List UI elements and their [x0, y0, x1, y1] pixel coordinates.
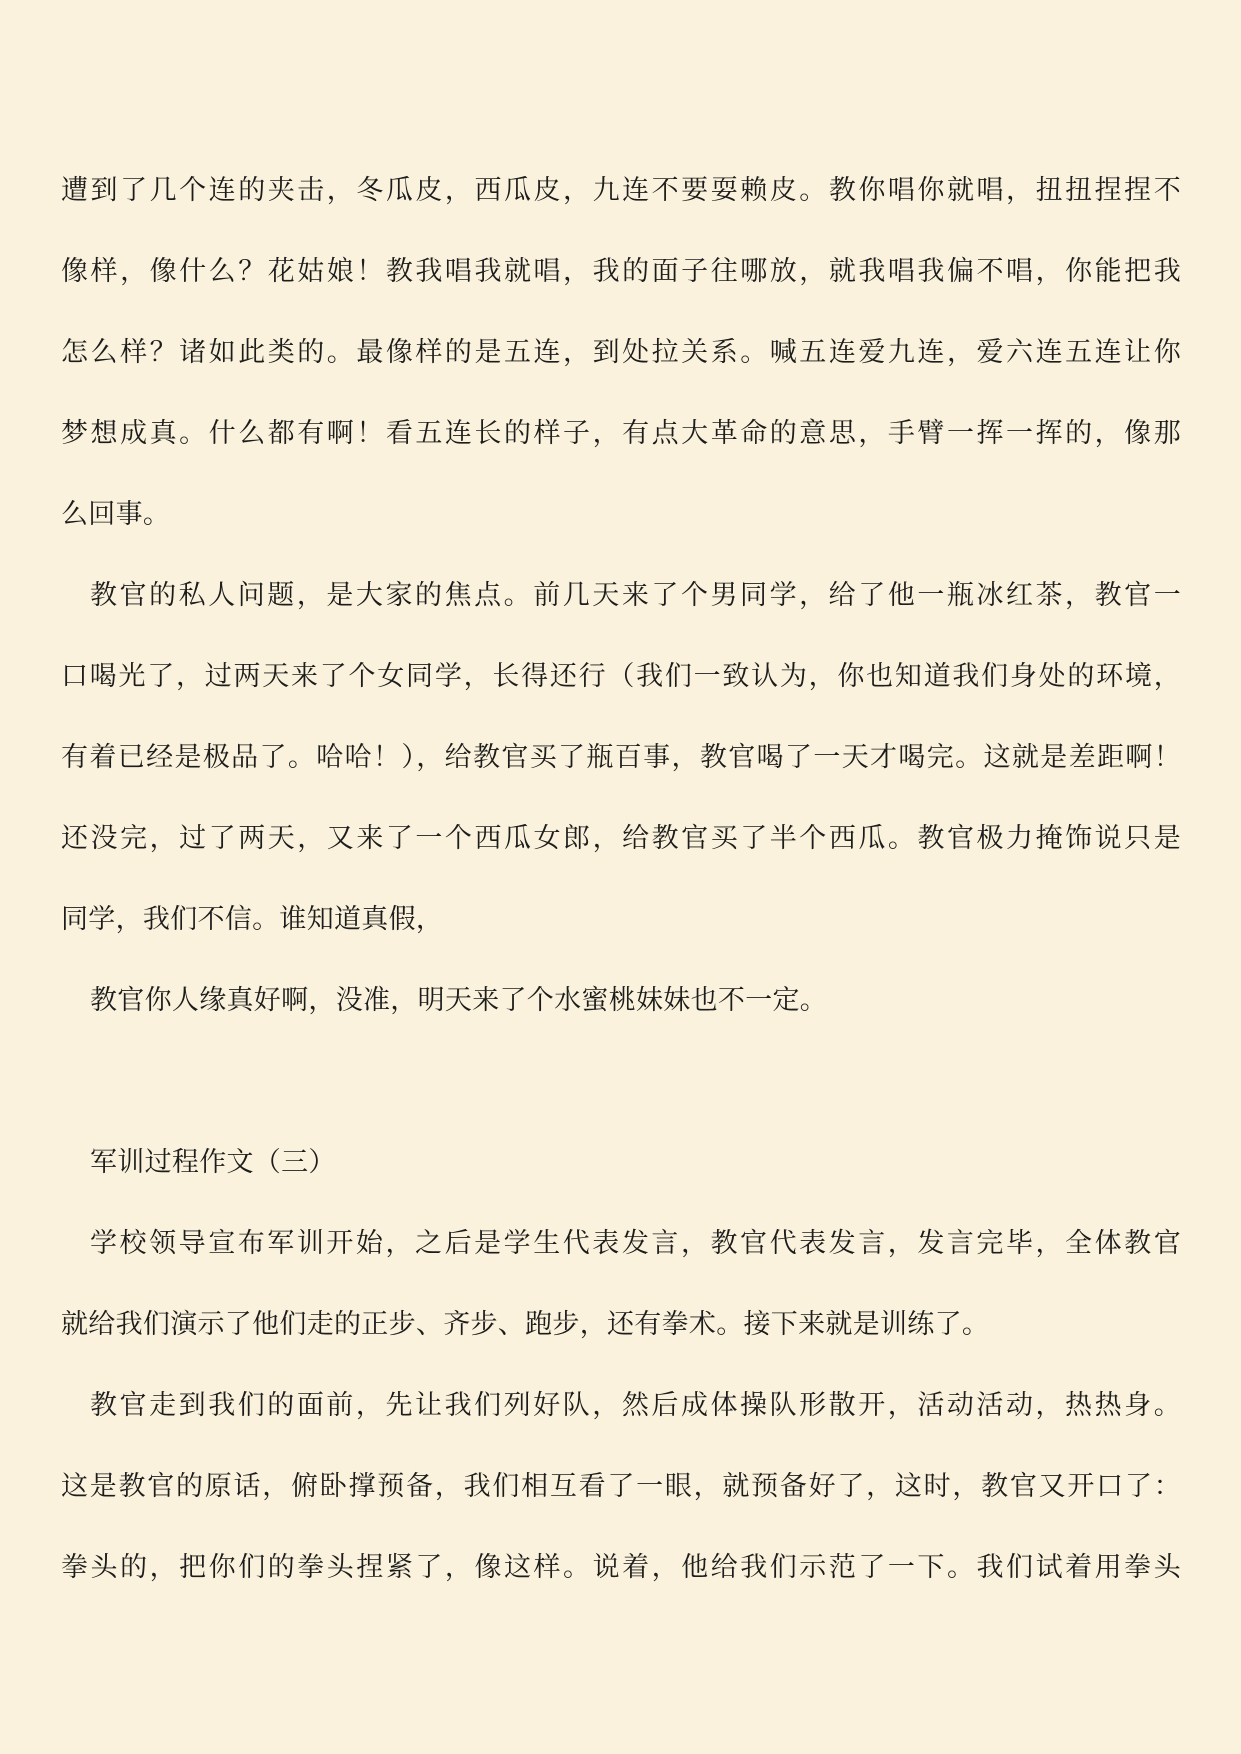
- heading-text: 军训过程作文（三）: [90, 1147, 336, 1178]
- text-line: 教官的私人问题，是大家的焦点。前几天来了个男同学，给了他一瓶冰红茶，教官一: [90, 580, 1181, 611]
- text-line: 拳头的，把你们的拳头捏紧了，像这样。说着，他给我们示范了一下。我们试着用拳头: [61, 1552, 1181, 1583]
- text-line: 么回事。: [61, 499, 171, 530]
- paragraph-3: [61, 960, 1181, 1041]
- text-line: 这是教官的原话，俯卧撑预备，我们相互看了一眼，就预备好了，这时，教官又开口了：: [61, 1471, 1181, 1502]
- text-line: 怎么样？诸如此类的。最像样的是五连，到处拉关系。喊五连爱九连，爱六连五连让你: [61, 337, 1181, 368]
- paragraph-5: [61, 1365, 1181, 1608]
- text-line: 就给我们演示了他们走的正步、齐步、跑步，还有拳术。接下来就是训练了。: [61, 1309, 990, 1340]
- text-line: 像样，像什么？花姑娘！教我唱我就唱，我的面子往哪放，就我唱我偏不唱，你能把我: [61, 256, 1181, 287]
- document-body: [61, 150, 1181, 1608]
- text-line: 有着已经是极品了。哈哈！），给教官买了瓶百事，教官喝了一天才喝完。这就是差距啊！: [61, 742, 1181, 773]
- text-line: 教官你人缘真好啊，没准，明天来了个水蜜桃妹妹也不一定。: [90, 985, 828, 1016]
- text-line: 梦想成真。什么都有啊！看五连长的样子，有点大革命的意思，手臂一挥一挥的，像那: [61, 418, 1181, 449]
- blank-line: [61, 1041, 1181, 1122]
- text-line: 口喝光了，过两天来了个女同学，长得还行（我们一致认为，你也知道我们身处的环境，: [61, 661, 1181, 692]
- paragraph-4: [61, 1203, 1181, 1365]
- text-line: 学校领导宣布军训开始，之后是学生代表发言，教官代表发言，发言完毕，全体教官: [90, 1228, 1181, 1259]
- text-line: 遭到了几个连的夹击，冬瓜皮，西瓜皮，九连不要耍赖皮。教你唱你就唱，扭扭捏捏不: [61, 175, 1181, 206]
- paragraph-2: [61, 555, 1181, 960]
- paragraph-1: [61, 150, 1181, 555]
- section-heading: [61, 1122, 1181, 1203]
- text-line: 同学，我们不信。谁知道真假，: [61, 904, 444, 935]
- text-line: 还没完，过了两天，又来了一个西瓜女郎，给教官买了半个西瓜。教官极力掩饰说只是: [61, 823, 1181, 854]
- text-line: 教官走到我们的面前，先让我们列好队，然后成体操队形散开，活动活动，热热身。: [90, 1390, 1181, 1421]
